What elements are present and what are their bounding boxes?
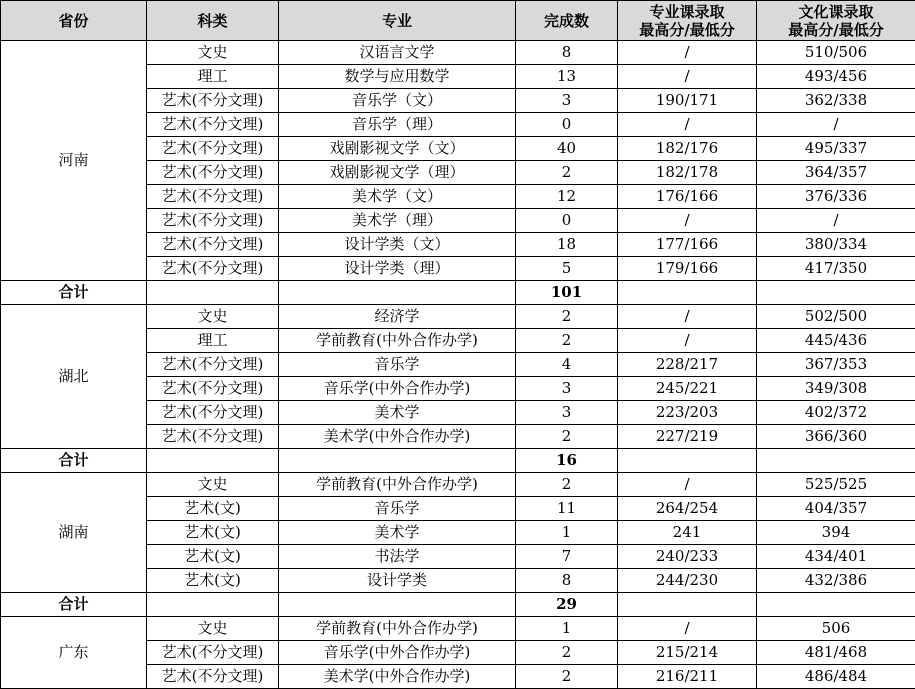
- professional-score-cell: 182/178: [618, 161, 757, 185]
- completed-cell: 3: [516, 89, 618, 113]
- total-empty-cell: [618, 281, 757, 305]
- header-professional-line2: 最高分/最低分: [639, 21, 734, 39]
- cultural-score-cell: 376/336: [757, 185, 915, 209]
- major-cell: 学前教育(中外合作办学): [279, 617, 516, 641]
- header-row: [1, 1, 915, 41]
- total-label-cell: 合计: [1, 281, 147, 305]
- completed-cell: 8: [516, 569, 618, 593]
- province-cell: 湖南: [1, 473, 147, 593]
- category-cell: 艺术(不分文理): [147, 209, 279, 233]
- completed-cell: 0: [516, 209, 618, 233]
- professional-score-cell: /: [618, 473, 757, 497]
- cultural-score-cell: /: [757, 209, 915, 233]
- major-cell: 设计学类（文）: [279, 233, 516, 257]
- category-cell: 艺术(不分文理): [147, 161, 279, 185]
- category-cell: 艺术(文): [147, 545, 279, 569]
- table-row: [1, 41, 915, 65]
- professional-score-cell: /: [618, 65, 757, 89]
- major-cell: 美术学: [279, 521, 516, 545]
- total-empty-cell: [757, 449, 915, 473]
- cultural-score-cell: 349/308: [757, 377, 915, 401]
- professional-score-cell: /: [618, 209, 757, 233]
- major-cell: 音乐学: [279, 497, 516, 521]
- table-row: [1, 473, 915, 497]
- major-cell: 音乐学（文）: [279, 89, 516, 113]
- total-row: [1, 449, 915, 473]
- category-cell: 艺术(不分文理): [147, 353, 279, 377]
- category-cell: 艺术(不分文理): [147, 113, 279, 137]
- total-empty-cell: [279, 449, 516, 473]
- total-empty-cell: [147, 449, 279, 473]
- major-cell: 美术学(中外合作办学): [279, 665, 516, 689]
- professional-score-cell: 215/214: [618, 641, 757, 665]
- major-cell: 戏剧影视文学（文）: [279, 137, 516, 161]
- category-cell: 文史: [147, 617, 279, 641]
- category-cell: 艺术(不分文理): [147, 137, 279, 161]
- total-count-cell: 29: [516, 593, 618, 617]
- completed-cell: 4: [516, 353, 618, 377]
- cultural-score-cell: 495/337: [757, 137, 915, 161]
- completed-cell: 3: [516, 377, 618, 401]
- total-empty-cell: [147, 281, 279, 305]
- major-cell: 美术学（文）: [279, 185, 516, 209]
- table-row: [1, 617, 915, 641]
- completed-cell: 12: [516, 185, 618, 209]
- total-empty-cell: [757, 593, 915, 617]
- completed-cell: 1: [516, 617, 618, 641]
- professional-score-cell: 179/166: [618, 257, 757, 281]
- category-cell: 艺术(不分文理): [147, 89, 279, 113]
- category-cell: 艺术(文): [147, 497, 279, 521]
- professional-score-cell: 227/219: [618, 425, 757, 449]
- major-cell: 音乐学(中外合作办学): [279, 377, 516, 401]
- cultural-score-cell: /: [757, 113, 915, 137]
- province-cell: 河南: [1, 41, 147, 281]
- header-cultural-score: [757, 1, 915, 41]
- table-body: [1, 41, 915, 689]
- cultural-score-cell: 394: [757, 521, 915, 545]
- major-cell: 美术学: [279, 401, 516, 425]
- cultural-score-cell: 502/500: [757, 305, 915, 329]
- professional-score-cell: /: [618, 617, 757, 641]
- header-category: 科类: [147, 1, 279, 41]
- completed-cell: 8: [516, 41, 618, 65]
- cultural-score-cell: 506: [757, 617, 915, 641]
- category-cell: 文史: [147, 305, 279, 329]
- completed-cell: 40: [516, 137, 618, 161]
- professional-score-cell: 223/203: [618, 401, 757, 425]
- completed-cell: 13: [516, 65, 618, 89]
- category-cell: 艺术(不分文理): [147, 257, 279, 281]
- cultural-score-cell: 366/360: [757, 425, 915, 449]
- header-cultural-line2: 最高分/最低分: [788, 21, 883, 39]
- professional-score-cell: /: [618, 305, 757, 329]
- completed-cell: 2: [516, 161, 618, 185]
- cultural-score-cell: 525/525: [757, 473, 915, 497]
- cultural-score-cell: 362/338: [757, 89, 915, 113]
- header-province: 省份: [1, 1, 147, 41]
- category-cell: 艺术(不分文理): [147, 233, 279, 257]
- professional-score-cell: 182/176: [618, 137, 757, 161]
- table-row: [1, 305, 915, 329]
- category-cell: 艺术(不分文理): [147, 377, 279, 401]
- header-major: 专业: [279, 1, 516, 41]
- major-cell: 音乐学（理）: [279, 113, 516, 137]
- major-cell: 书法学: [279, 545, 516, 569]
- total-row: [1, 593, 915, 617]
- professional-score-cell: 190/171: [618, 89, 757, 113]
- cultural-score-cell: 445/436: [757, 329, 915, 353]
- completed-cell: 7: [516, 545, 618, 569]
- completed-cell: 11: [516, 497, 618, 521]
- province-cell: 湖北: [1, 305, 147, 449]
- major-cell: 汉语言文学: [279, 41, 516, 65]
- category-cell: 艺术(文): [147, 569, 279, 593]
- cultural-score-cell: 402/372: [757, 401, 915, 425]
- major-cell: 经济学: [279, 305, 516, 329]
- completed-cell: 18: [516, 233, 618, 257]
- cultural-score-cell: 417/350: [757, 257, 915, 281]
- major-cell: 学前教育(中外合作办学): [279, 329, 516, 353]
- category-cell: 理工: [147, 65, 279, 89]
- cultural-score-cell: 364/357: [757, 161, 915, 185]
- professional-score-cell: 177/166: [618, 233, 757, 257]
- professional-score-cell: 228/217: [618, 353, 757, 377]
- professional-score-cell: 264/254: [618, 497, 757, 521]
- total-empty-cell: [279, 281, 516, 305]
- cultural-score-cell: 493/456: [757, 65, 915, 89]
- header-professional-score: [618, 1, 757, 41]
- completed-cell: 2: [516, 665, 618, 689]
- cultural-score-cell: 380/334: [757, 233, 915, 257]
- major-cell: 设计学类（理）: [279, 257, 516, 281]
- province-cell: 广东: [1, 617, 147, 689]
- category-cell: 理工: [147, 329, 279, 353]
- completed-cell: 2: [516, 473, 618, 497]
- professional-score-cell: 216/211: [618, 665, 757, 689]
- category-cell: 艺术(不分文理): [147, 641, 279, 665]
- major-cell: 数学与应用数学: [279, 65, 516, 89]
- cultural-score-cell: 434/401: [757, 545, 915, 569]
- header-professional-line1: 专业课录取: [649, 3, 724, 21]
- category-cell: 艺术(不分文理): [147, 425, 279, 449]
- professional-score-cell: 241: [618, 521, 757, 545]
- category-cell: 艺术(不分文理): [147, 401, 279, 425]
- major-cell: 音乐学: [279, 353, 516, 377]
- completed-cell: 2: [516, 305, 618, 329]
- category-cell: 艺术(文): [147, 521, 279, 545]
- category-cell: 文史: [147, 41, 279, 65]
- professional-score-cell: 240/233: [618, 545, 757, 569]
- professional-score-cell: /: [618, 329, 757, 353]
- total-empty-cell: [618, 593, 757, 617]
- completed-cell: 2: [516, 425, 618, 449]
- major-cell: 学前教育(中外合作办学): [279, 473, 516, 497]
- total-row: [1, 281, 915, 305]
- major-cell: 设计学类: [279, 569, 516, 593]
- major-cell: 戏剧影视文学（理）: [279, 161, 516, 185]
- total-empty-cell: [147, 593, 279, 617]
- completed-cell: 0: [516, 113, 618, 137]
- total-empty-cell: [757, 281, 915, 305]
- cultural-score-cell: 510/506: [757, 41, 915, 65]
- professional-score-cell: /: [618, 113, 757, 137]
- professional-score-cell: 245/221: [618, 377, 757, 401]
- major-cell: 美术学（理）: [279, 209, 516, 233]
- category-cell: 艺术(不分文理): [147, 665, 279, 689]
- professional-score-cell: /: [618, 41, 757, 65]
- professional-score-cell: 244/230: [618, 569, 757, 593]
- category-cell: 文史: [147, 473, 279, 497]
- total-label-cell: 合计: [1, 449, 147, 473]
- professional-score-cell: 176/166: [618, 185, 757, 209]
- cultural-score-cell: 486/484: [757, 665, 915, 689]
- cultural-score-cell: 367/353: [757, 353, 915, 377]
- cultural-score-cell: 432/386: [757, 569, 915, 593]
- header-completed: 完成数: [516, 1, 618, 41]
- header-cultural-line1: 文化课录取: [798, 3, 873, 21]
- cultural-score-cell: 404/357: [757, 497, 915, 521]
- category-cell: 艺术(不分文理): [147, 185, 279, 209]
- completed-cell: 5: [516, 257, 618, 281]
- major-cell: 音乐学(中外合作办学): [279, 641, 516, 665]
- completed-cell: 1: [516, 521, 618, 545]
- completed-cell: 3: [516, 401, 618, 425]
- cultural-score-cell: 481/468: [757, 641, 915, 665]
- completed-cell: 2: [516, 641, 618, 665]
- total-count-cell: 101: [516, 281, 618, 305]
- major-cell: 美术学(中外合作办学): [279, 425, 516, 449]
- total-empty-cell: [618, 449, 757, 473]
- total-count-cell: 16: [516, 449, 618, 473]
- completed-cell: 2: [516, 329, 618, 353]
- total-label-cell: 合计: [1, 593, 147, 617]
- total-empty-cell: [279, 593, 516, 617]
